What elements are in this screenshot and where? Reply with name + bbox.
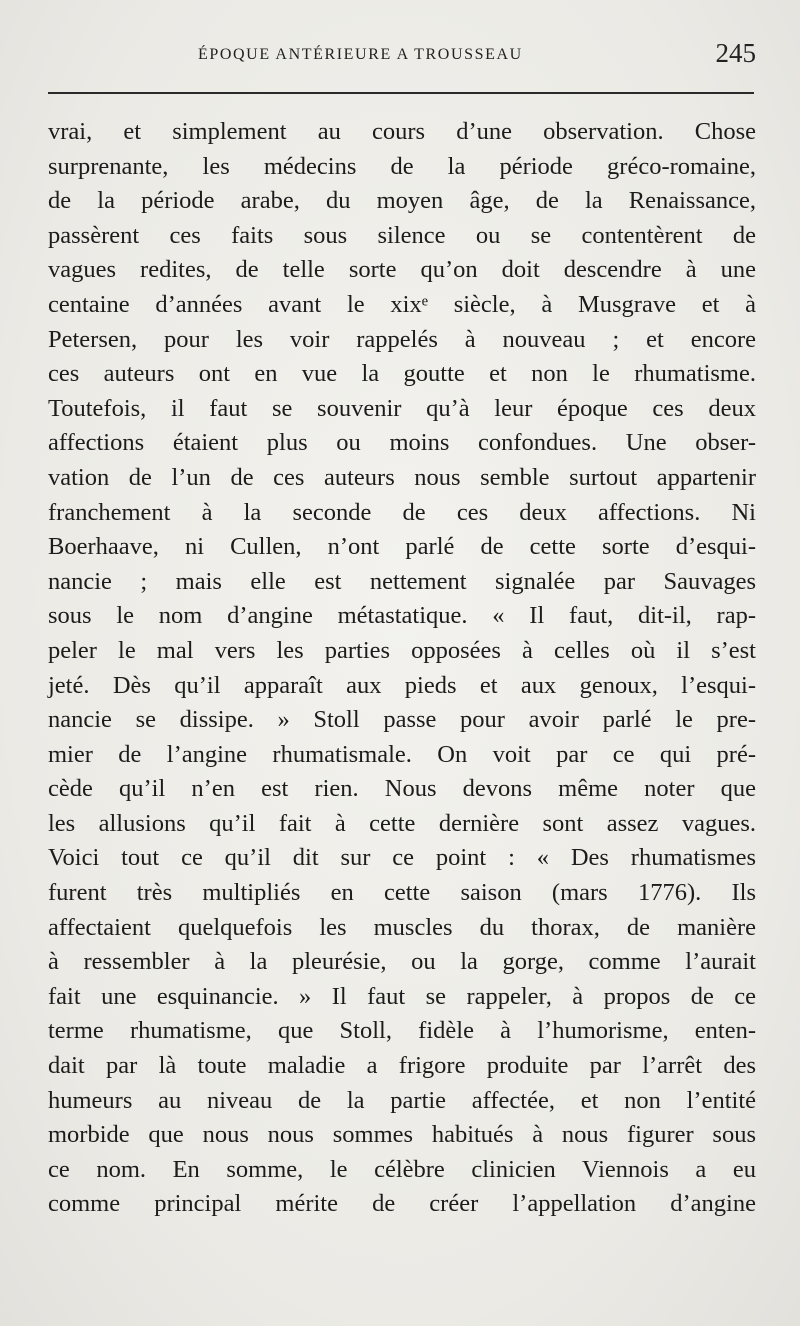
text-line: furent très multipliés en cette saison (mars 1776). Ils xyxy=(48,879,756,907)
text-line: nancie ; mais elle est nettement signalée par Sauvages xyxy=(48,567,756,595)
page-header xyxy=(48,38,756,70)
text-line: les allusions qu’il fait à cette dernière sont assez vagues. xyxy=(48,809,756,837)
body-text xyxy=(48,115,756,1222)
text-line: dait par là toute maladie a frigore produite par l’arrêt des xyxy=(48,1052,756,1080)
text-line: peler le mal vers les parties opposées à celles où il s’est xyxy=(48,636,756,664)
text-line: franchement à la seconde de ces deux affections. Ni xyxy=(48,498,756,526)
text-line: humeurs au niveau de la partie affectée, et non l’entité xyxy=(48,1086,756,1114)
text-line: cède qu’il n’en est rien. Nous devons même noter que xyxy=(48,775,756,803)
text-line: passèrent ces faits sous silence ou se contentèrent de xyxy=(48,221,756,249)
text-line: affections étaient plus ou moins confondues. Une obser- xyxy=(48,429,756,457)
page-number: 245 xyxy=(715,38,756,68)
text-line: affectaient quelquefois les muscles du thorax, de manière xyxy=(48,913,756,941)
text-line: vation de l’un de ces auteurs nous semble surtout appartenir xyxy=(48,463,756,491)
text-line: ces auteurs ont en vue la goutte et non le rhumatisme. xyxy=(48,360,756,388)
text-line: morbide que nous nous sommes habitués à nous figurer sous xyxy=(48,1121,756,1149)
text-line: Voici tout ce qu’il dit sur ce point : « Des rhumatismes xyxy=(48,844,756,872)
text-line: jeté. Dès qu’il apparaît aux pieds et aux genoux, l’esqui- xyxy=(48,671,756,699)
text-line: nancie se dissipe. » Stoll passe pour avoir parlé le pre- xyxy=(48,706,756,734)
running-head: ÉPOQUE ANTÉRIEURE A TROUSSEAU xyxy=(198,46,523,63)
text-line: sous le nom d’angine métastatique. « Il faut, dit-il, rap- xyxy=(48,602,756,630)
text-line: de la période arabe, du moyen âge, de la Renaissance, xyxy=(48,187,756,215)
text-line: fait une esquinancie. » Il faut se rappeler, à propos de ce xyxy=(48,982,756,1010)
text-line: vrai, et simplement au cours d’une observation. Chose xyxy=(48,118,756,145)
text-line: comme principal mérite de créer l’appellation d’angine xyxy=(48,1190,756,1218)
text-line: vagues redites, de telle sorte qu’on doit descendre à une xyxy=(48,256,756,284)
text-line: Petersen, pour les voir rappelés à nouveau ; et encore xyxy=(48,325,756,353)
text-line: terme rhumatisme, que Stoll, fidèle à l’humorisme, enten- xyxy=(48,1017,756,1045)
text-line: Toutefois, il faut se souvenir qu’à leur époque ces deux xyxy=(48,394,756,422)
text-line: centaine d’années avant le xixᵉ siècle, à Musgrave et à xyxy=(48,290,756,318)
text-line: à ressembler à la pleurésie, ou la gorge, comme l’aurait xyxy=(48,948,756,976)
text-line: surprenante, les médecins de la période gréco-romaine, xyxy=(48,152,756,180)
text-line: ce nom. En somme, le célèbre clinicien Viennois a eu xyxy=(48,1155,756,1183)
text-line: Boerhaave, ni Cullen, n’ont parlé de cette sorte d’esqui- xyxy=(48,533,756,561)
header-rule xyxy=(48,92,754,94)
text-line: mier de l’angine rhumatismale. On voit par ce qui pré- xyxy=(48,740,756,768)
